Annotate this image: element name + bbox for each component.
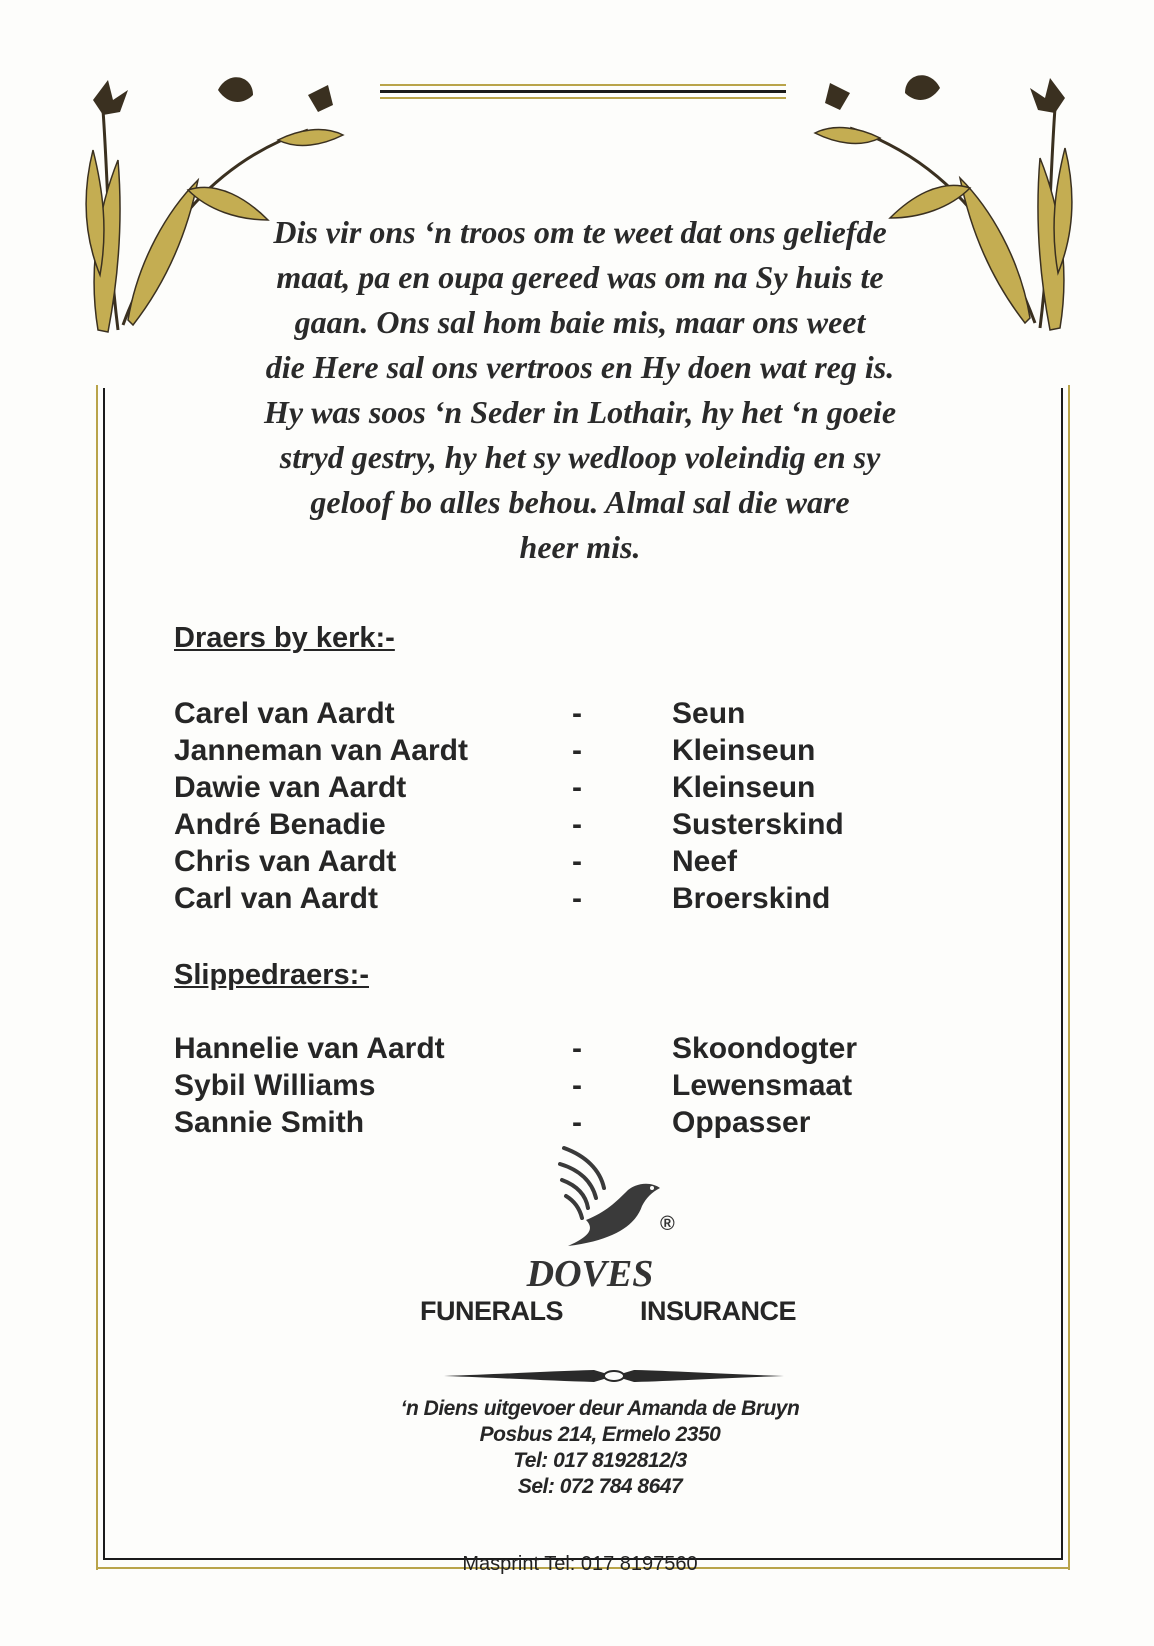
separator: - — [572, 808, 582, 841]
tribute-text — [190, 210, 970, 570]
bearer-name: Sannie Smith — [174, 1106, 365, 1139]
separator: - — [572, 1032, 582, 1065]
telephone: Tel: 017 8192812/3 — [513, 1449, 687, 1472]
funeral-home-name: DOVES — [526, 1253, 654, 1295]
postal-address: Posbus 214, Ermelo 2350 — [479, 1423, 721, 1446]
bearer-name: Sybil Williams — [174, 1069, 376, 1102]
separator: - — [572, 697, 582, 730]
separator: - — [572, 734, 582, 767]
ornamental-divider-icon — [444, 1366, 784, 1386]
top-divider — [380, 90, 786, 93]
frame-line — [1061, 388, 1063, 1560]
list-item — [174, 882, 974, 919]
list-item — [174, 1069, 974, 1106]
frame-line — [1068, 385, 1070, 1570]
bearer-relation: Kleinseun — [672, 771, 816, 804]
dove-logo-icon — [556, 1142, 696, 1252]
tag-insurance: INSURANCE — [640, 1296, 797, 1326]
list-item — [174, 808, 974, 845]
list-item — [174, 734, 974, 771]
top-divider — [380, 84, 786, 86]
tribute-line: heer mis. — [519, 529, 641, 565]
separator: - — [572, 845, 582, 878]
bearer-relation: Susterskind — [672, 808, 844, 841]
bearer-relation: Oppasser — [672, 1106, 811, 1139]
bearer-name: Chris van Aardt — [174, 845, 397, 878]
bearer-relation: Broerskind — [672, 882, 831, 915]
pallbearers-heading: Draers by kerk:- — [174, 622, 395, 654]
slip-bearers-heading: Slippedraers:- — [174, 959, 369, 991]
tribute-line: die Here sal ons vertroos en Hy doen wat reg is. — [265, 349, 895, 385]
bearer-name: Carel van Aardt — [174, 697, 395, 730]
tribute-line: gaan. Ons sal hom baie mis, maar ons weet — [294, 304, 866, 340]
printer-credit: Masprint Tel: 017 8197560 — [462, 1553, 698, 1575]
slip-bearers-list — [174, 1032, 974, 1143]
registered-mark: ® — [660, 1213, 675, 1235]
list-item — [174, 771, 974, 808]
bearer-relation: Skoondogter — [672, 1032, 857, 1065]
list-item — [174, 845, 974, 882]
tribute-line: maat, pa en oupa gereed was om na Sy huis te — [276, 259, 884, 295]
bearer-relation: Kleinseun — [672, 734, 816, 767]
tribute-line: Hy was soos ‘n Seder in Lothair, hy het ‘n goeie — [263, 394, 897, 430]
top-divider — [380, 97, 786, 99]
tribute-line: geloof bo alles behou. Almal sal die ware — [310, 484, 850, 520]
separator: - — [572, 1106, 582, 1139]
bearer-name: André Benadie — [174, 808, 386, 841]
bearer-relation: Seun — [672, 697, 746, 730]
bearer-name: Dawie van Aardt — [174, 771, 407, 804]
bearer-relation: Lewensmaat — [672, 1069, 853, 1102]
bearer-name: Janneman van Aardt — [174, 734, 468, 767]
separator: - — [572, 1069, 582, 1102]
bearer-name: Carl van Aardt — [174, 882, 378, 915]
tribute-line: stryd gestry, hy het sy wedloop voleindig en sy — [279, 439, 881, 475]
list-item — [174, 1032, 974, 1069]
separator: - — [572, 771, 582, 804]
separator: - — [572, 882, 582, 915]
service-by: ‘n Diens uitgevoer deur Amanda de Bruyn — [400, 1397, 800, 1420]
pallbearers-list — [174, 697, 974, 919]
tribute-line: Dis vir ons ‘n troos om te weet dat ons geliefde — [273, 214, 887, 250]
list-item — [174, 697, 974, 734]
bearer-relation: Neef — [672, 845, 738, 878]
bearer-name: Hannelie van Aardt — [174, 1032, 445, 1065]
tag-funerals: FUNERALS — [420, 1296, 563, 1326]
cellphone: Sel: 072 784 8647 — [517, 1475, 683, 1498]
frame-line — [96, 385, 98, 1570]
list-item — [174, 1106, 974, 1143]
contact-info — [360, 1396, 840, 1500]
frame-line — [103, 388, 105, 1560]
